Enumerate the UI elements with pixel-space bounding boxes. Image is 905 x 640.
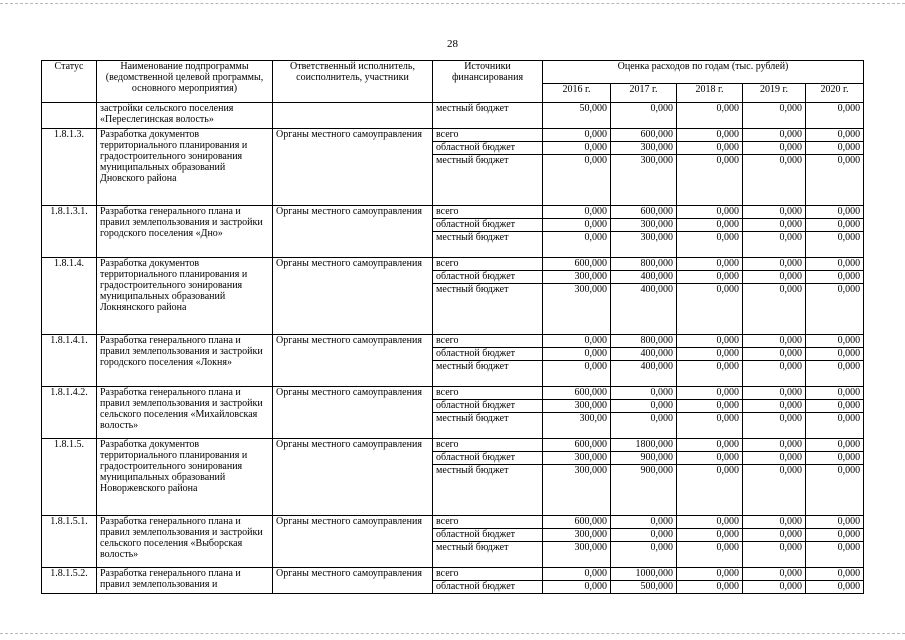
value-cell: 0,000 — [806, 348, 864, 361]
value-cell: 0,000 — [677, 219, 743, 232]
value-cell: 0,000 — [806, 400, 864, 413]
value-cell: 0,000 — [806, 258, 864, 271]
value-cell: 0,000 — [806, 206, 864, 219]
source-cell: всего — [433, 129, 543, 142]
header-year: 2017 г. — [611, 84, 677, 103]
status-cell: 1.8.1.4.1. — [42, 335, 97, 387]
source-cell: местный бюджет — [433, 413, 543, 439]
value-cell: 300,000 — [543, 271, 611, 284]
value-cell: 0,000 — [743, 284, 806, 335]
table-row — [42, 129, 864, 142]
source-cell: всего — [433, 206, 543, 219]
value-cell: 300,000 — [611, 155, 677, 206]
table-row — [42, 439, 864, 452]
value-cell: 600,000 — [611, 129, 677, 142]
value-cell: 0,000 — [677, 232, 743, 258]
value-cell: 0,000 — [677, 452, 743, 465]
source-cell: всего — [433, 439, 543, 452]
program-name-cell: Разработка генерального плана и правил землепользования и застройки сельского поселения «Михайловская волость» — [97, 387, 273, 439]
header-year: 2020 г. — [806, 84, 864, 103]
value-cell: 0,000 — [806, 232, 864, 258]
value-cell: 0,000 — [677, 413, 743, 439]
header-year: 2016 г. — [543, 84, 611, 103]
responsible-cell: Органы местного самоуправления — [273, 206, 433, 258]
value-cell: 0,000 — [677, 465, 743, 516]
value-cell: 0,000 — [743, 400, 806, 413]
value-cell: 800,000 — [611, 335, 677, 348]
source-cell: всего — [433, 516, 543, 529]
responsible-cell: Органы местного самоуправления — [273, 387, 433, 439]
value-cell: 0,000 — [677, 361, 743, 387]
status-cell: 1.8.1.5.2. — [42, 568, 97, 594]
value-cell: 500,000 — [611, 581, 677, 594]
value-cell: 0,000 — [806, 335, 864, 348]
value-cell: 0,000 — [677, 439, 743, 452]
source-cell: местный бюджет — [433, 103, 543, 129]
value-cell: 0,000 — [806, 568, 864, 581]
header-name: Наименование подпрограммы (ведомственной целевой программы, основного мероприятия) — [97, 61, 273, 103]
value-cell: 0,000 — [743, 258, 806, 271]
responsible-cell: Органы местного самоуправления — [273, 568, 433, 594]
value-cell: 0,000 — [677, 516, 743, 529]
source-cell: всего — [433, 335, 543, 348]
budget-table — [41, 60, 864, 594]
value-cell: 0,000 — [806, 129, 864, 142]
source-cell: местный бюджет — [433, 465, 543, 516]
value-cell: 0,000 — [743, 387, 806, 400]
value-cell: 0,000 — [543, 581, 611, 594]
value-cell: 0,000 — [806, 155, 864, 206]
value-cell: 0,000 — [806, 452, 864, 465]
source-cell: местный бюджет — [433, 542, 543, 568]
source-cell: местный бюджет — [433, 232, 543, 258]
source-cell: областной бюджет — [433, 529, 543, 542]
value-cell: 300,000 — [611, 232, 677, 258]
header-estimate: Оценка расходов по годам (тыс. рублей) — [543, 61, 864, 84]
header-responsible: Ответственный исполнитель, соисполнитель, участники — [273, 61, 433, 103]
value-cell: 0,000 — [806, 542, 864, 568]
value-cell: 300,000 — [543, 529, 611, 542]
value-cell: 300,000 — [611, 142, 677, 155]
value-cell: 300,000 — [543, 542, 611, 568]
table-row — [42, 206, 864, 219]
value-cell: 0,000 — [543, 155, 611, 206]
value-cell: 0,000 — [743, 219, 806, 232]
value-cell: 0,000 — [677, 335, 743, 348]
value-cell: 0,000 — [743, 568, 806, 581]
program-name-cell: застройки сельского поселения «Переслегинская волость» — [97, 103, 273, 129]
header-status: Статус — [42, 61, 97, 103]
program-name-cell: Разработка документов территориального планирования и градостроительного зонирования муниципальных образований Новоржевского района — [97, 439, 273, 516]
value-cell: 0,000 — [806, 581, 864, 594]
source-cell: областной бюджет — [433, 348, 543, 361]
value-cell: 0,000 — [677, 206, 743, 219]
responsible-cell: Органы местного самоуправления — [273, 439, 433, 516]
table-row — [42, 568, 864, 581]
value-cell: 900,000 — [611, 465, 677, 516]
program-name-cell: Разработка генерального плана и правил землепользования и застройки сельского поселения «Выборская волость» — [97, 516, 273, 568]
value-cell: 0,000 — [743, 361, 806, 387]
status-cell — [42, 103, 97, 129]
value-cell: 0,000 — [543, 361, 611, 387]
source-cell: всего — [433, 387, 543, 400]
program-name-cell: Разработка документов территориального планирования и градостроительного зонирования муниципальных образований Дновского района — [97, 129, 273, 206]
value-cell: 300,000 — [611, 219, 677, 232]
value-cell: 400,000 — [611, 361, 677, 387]
status-cell: 1.8.1.4.2. — [42, 387, 97, 439]
value-cell: 0,000 — [677, 142, 743, 155]
responsible-cell: Органы местного самоуправления — [273, 335, 433, 387]
value-cell: 0,000 — [743, 516, 806, 529]
header-sources: Источники финансирования — [433, 61, 543, 103]
program-name-cell: Разработка документов территориального планирования и градостроительного зонирования муниципальных образований Локнянского района — [97, 258, 273, 335]
value-cell: 400,000 — [611, 271, 677, 284]
value-cell: 0,000 — [743, 542, 806, 568]
value-cell: 0,000 — [743, 348, 806, 361]
responsible-cell: Органы местного самоуправления — [273, 129, 433, 206]
value-cell: 0,000 — [543, 129, 611, 142]
value-cell: 0,000 — [806, 142, 864, 155]
value-cell: 300,000 — [543, 452, 611, 465]
responsible-cell: Органы местного самоуправления — [273, 258, 433, 335]
scan-edge-bottom — [0, 633, 905, 635]
value-cell: 0,000 — [543, 142, 611, 155]
value-cell: 0,000 — [677, 400, 743, 413]
value-cell: 1000,000 — [611, 568, 677, 581]
value-cell: 0,000 — [806, 103, 864, 129]
value-cell: 0,000 — [611, 542, 677, 568]
value-cell: 300,00 — [543, 413, 611, 439]
value-cell: 600,000 — [543, 387, 611, 400]
value-cell: 0,000 — [677, 103, 743, 129]
value-cell: 0,000 — [611, 400, 677, 413]
value-cell: 0,000 — [677, 568, 743, 581]
header-year: 2018 г. — [677, 84, 743, 103]
header-year: 2019 г. — [743, 84, 806, 103]
table-row — [42, 103, 864, 129]
value-cell: 0,000 — [806, 361, 864, 387]
value-cell: 0,000 — [806, 219, 864, 232]
value-cell: 0,000 — [743, 103, 806, 129]
program-name-cell: Разработка генерального плана и правил землепользования и застройки городского поселения «Дно» — [97, 206, 273, 258]
value-cell: 0,000 — [743, 206, 806, 219]
value-cell: 0,000 — [677, 529, 743, 542]
scan-edge-top — [0, 3, 905, 5]
source-cell: областной бюджет — [433, 581, 543, 594]
value-cell: 400,000 — [611, 284, 677, 335]
value-cell: 0,000 — [743, 465, 806, 516]
table-row — [42, 258, 864, 271]
value-cell: 900,000 — [611, 452, 677, 465]
value-cell: 0,000 — [806, 465, 864, 516]
value-cell: 0,000 — [611, 413, 677, 439]
value-cell: 300,000 — [543, 284, 611, 335]
source-cell: всего — [433, 568, 543, 581]
value-cell: 300,000 — [543, 465, 611, 516]
value-cell: 0,000 — [806, 439, 864, 452]
table-row — [42, 516, 864, 529]
value-cell: 0,000 — [743, 129, 806, 142]
value-cell: 0,000 — [677, 271, 743, 284]
value-cell: 0,000 — [611, 387, 677, 400]
value-cell: 0,000 — [677, 581, 743, 594]
value-cell: 0,000 — [543, 206, 611, 219]
responsible-cell: Органы местного самоуправления — [273, 516, 433, 568]
value-cell: 0,000 — [543, 568, 611, 581]
table-row — [42, 387, 864, 400]
source-cell: областной бюджет — [433, 142, 543, 155]
program-name-cell: Разработка генерального плана и правил землепользования и застройки городского поселения «Локня» — [97, 335, 273, 387]
value-cell: 0,000 — [743, 232, 806, 258]
source-cell: областной бюджет — [433, 271, 543, 284]
responsible-cell — [273, 103, 433, 129]
value-cell: 0,000 — [743, 439, 806, 452]
value-cell: 0,000 — [743, 413, 806, 439]
program-name-cell: Разработка генерального плана и правил землепользования и — [97, 568, 273, 594]
source-cell: всего — [433, 258, 543, 271]
value-cell: 600,000 — [543, 439, 611, 452]
value-cell: 0,000 — [611, 529, 677, 542]
value-cell: 0,000 — [743, 142, 806, 155]
value-cell: 0,000 — [806, 271, 864, 284]
value-cell: 0,000 — [677, 258, 743, 271]
page-number: 28 — [447, 38, 458, 50]
table-row — [42, 335, 864, 348]
value-cell: 0,000 — [806, 516, 864, 529]
value-cell: 0,000 — [743, 271, 806, 284]
value-cell: 0,000 — [743, 155, 806, 206]
value-cell: 50,000 — [543, 103, 611, 129]
value-cell: 600,000 — [611, 206, 677, 219]
value-cell: 0,000 — [806, 529, 864, 542]
source-cell: областной бюджет — [433, 219, 543, 232]
value-cell: 0,000 — [543, 335, 611, 348]
source-cell: областной бюджет — [433, 452, 543, 465]
value-cell: 600,000 — [543, 258, 611, 271]
value-cell: 0,000 — [806, 284, 864, 335]
value-cell: 0,000 — [677, 348, 743, 361]
value-cell: 300,000 — [543, 400, 611, 413]
value-cell: 0,000 — [677, 542, 743, 568]
status-cell: 1.8.1.5. — [42, 439, 97, 516]
source-cell: местный бюджет — [433, 284, 543, 335]
value-cell: 0,000 — [543, 219, 611, 232]
value-cell: 800,000 — [611, 258, 677, 271]
source-cell: местный бюджет — [433, 155, 543, 206]
value-cell: 0,000 — [611, 103, 677, 129]
value-cell: 0,000 — [677, 284, 743, 335]
status-cell: 1.8.1.5.1. — [42, 516, 97, 568]
status-cell: 1.8.1.4. — [42, 258, 97, 335]
value-cell: 400,000 — [611, 348, 677, 361]
value-cell: 0,000 — [677, 129, 743, 142]
value-cell: 0,000 — [677, 155, 743, 206]
value-cell: 0,000 — [806, 387, 864, 400]
budget-table-container — [41, 60, 864, 594]
value-cell: 0,000 — [677, 387, 743, 400]
value-cell: 0,000 — [611, 516, 677, 529]
value-cell: 0,000 — [543, 232, 611, 258]
status-cell: 1.8.1.3.1. — [42, 206, 97, 258]
value-cell: 0,000 — [543, 348, 611, 361]
value-cell: 0,000 — [743, 581, 806, 594]
value-cell: 0,000 — [743, 529, 806, 542]
value-cell: 0,000 — [743, 452, 806, 465]
value-cell: 600,000 — [543, 516, 611, 529]
value-cell: 1800,000 — [611, 439, 677, 452]
table-body — [42, 103, 864, 594]
table-header — [42, 61, 864, 103]
value-cell: 0,000 — [743, 335, 806, 348]
value-cell: 0,000 — [806, 413, 864, 439]
source-cell: областной бюджет — [433, 400, 543, 413]
source-cell: местный бюджет — [433, 361, 543, 387]
status-cell: 1.8.1.3. — [42, 129, 97, 206]
